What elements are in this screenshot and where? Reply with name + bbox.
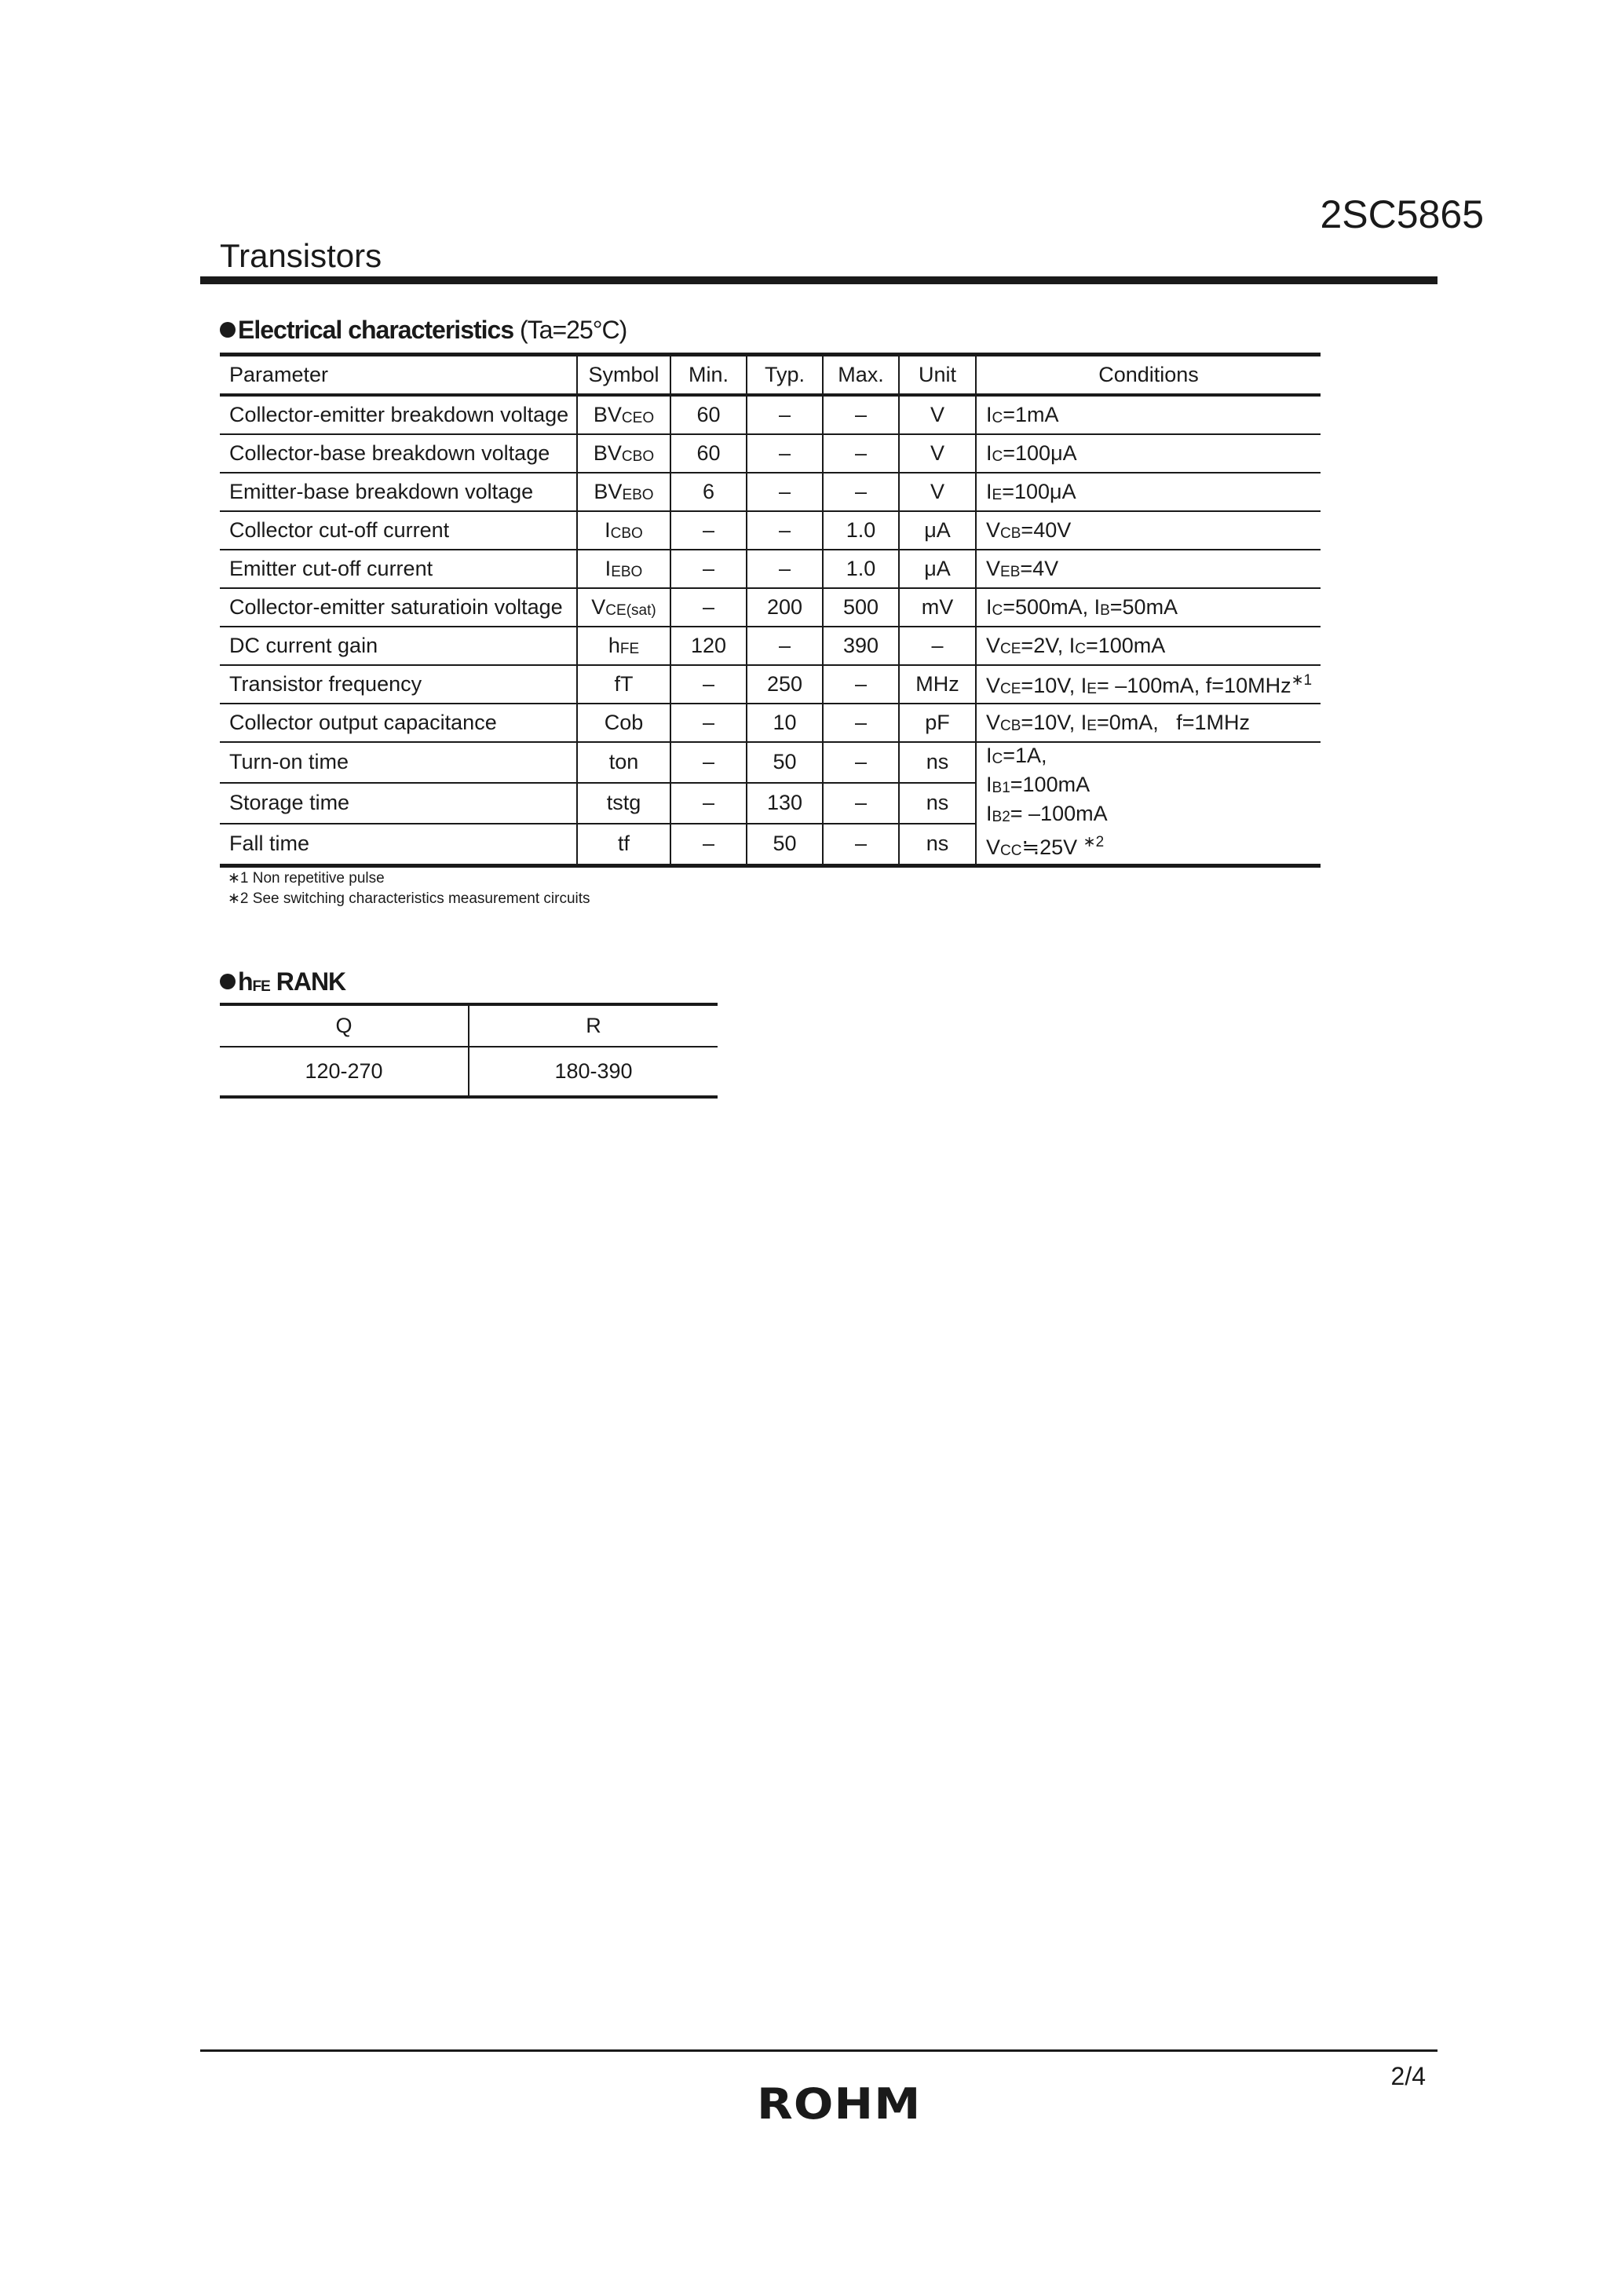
condition-segment: CB bbox=[1000, 718, 1021, 734]
max-cell: – bbox=[823, 434, 899, 473]
condition-segment: V bbox=[986, 518, 1001, 542]
condition-segment: ≒ bbox=[1021, 835, 1040, 859]
conditions-cell bbox=[976, 473, 1321, 511]
min-cell: – bbox=[670, 783, 747, 824]
hfe-rank-table bbox=[220, 1003, 718, 1099]
electrical-heading-condition: (Ta=25°C) bbox=[520, 316, 627, 344]
condition-segment: =500mA, I bbox=[1003, 595, 1101, 619]
symbol-main: V bbox=[591, 595, 606, 619]
symbol-subscript: EBO bbox=[611, 564, 643, 580]
rank-value-r: 180-390 bbox=[469, 1047, 718, 1097]
electrical-characteristics-table bbox=[220, 353, 1321, 868]
parameter-cell: Collector-base breakdown voltage bbox=[220, 434, 577, 473]
typ-cell: 50 bbox=[747, 742, 823, 783]
symbol-main: I bbox=[605, 518, 611, 542]
max-cell: – bbox=[823, 783, 899, 824]
min-cell: – bbox=[670, 665, 747, 704]
parameter-cell: Turn-on time bbox=[220, 742, 577, 783]
symbol-subscript: CBO bbox=[621, 448, 655, 465]
condition-segment: =10V, I bbox=[1021, 711, 1087, 734]
typ-cell: 130 bbox=[747, 783, 823, 824]
condition-segment: =100mA bbox=[1085, 634, 1166, 657]
parameter-cell: Collector-emitter breakdown voltage bbox=[220, 395, 577, 434]
typ-cell: – bbox=[747, 550, 823, 588]
condition-segment: V bbox=[986, 835, 1001, 859]
rank-heading-h: h bbox=[238, 967, 253, 996]
footnote-1: ∗1 Non repetitive pulse bbox=[228, 870, 385, 887]
table-row bbox=[220, 511, 1321, 550]
condition-segment: E bbox=[992, 487, 1003, 503]
condition-segment: I bbox=[986, 802, 992, 825]
bullet-icon bbox=[220, 322, 236, 338]
condition-segment: CE bbox=[1000, 680, 1021, 697]
bullet-icon bbox=[220, 974, 236, 989]
max-cell: 500 bbox=[823, 588, 899, 627]
conditions-cell bbox=[976, 511, 1321, 550]
column-header-max: Max. bbox=[823, 355, 899, 396]
unit-cell: V bbox=[899, 434, 976, 473]
parameter-cell: Collector-emitter saturatioin voltage bbox=[220, 588, 577, 627]
min-cell: 6 bbox=[670, 473, 747, 511]
condition-segment: CC bbox=[1000, 843, 1022, 859]
condition-segment: =100μA bbox=[1002, 480, 1076, 503]
symbol-cell bbox=[577, 742, 670, 783]
symbol-cell bbox=[577, 665, 670, 704]
max-cell: – bbox=[823, 395, 899, 434]
min-cell: 120 bbox=[670, 627, 747, 665]
page-number: 2/4 bbox=[1390, 2062, 1426, 2090]
condition-segment: =0mA, f=1MHz bbox=[1096, 711, 1251, 734]
switching-condition-line bbox=[986, 743, 1321, 772]
column-header-unit: Unit bbox=[899, 355, 976, 396]
condition-segment: I bbox=[986, 595, 992, 619]
symbol-cell bbox=[577, 627, 670, 665]
symbol-cell bbox=[577, 511, 670, 550]
conditions-cell bbox=[976, 665, 1321, 704]
rohm-logo: ROHM bbox=[757, 2079, 922, 2129]
table-row bbox=[220, 588, 1321, 627]
symbol-subscript: EBO bbox=[622, 487, 654, 503]
condition-segment: =100μA bbox=[1003, 441, 1077, 465]
table-row bbox=[220, 434, 1321, 473]
condition-segment: = –100mA, f=10MHz bbox=[1096, 673, 1291, 697]
condition-segment: I bbox=[986, 744, 992, 767]
column-header-parameter: Parameter bbox=[220, 355, 577, 396]
condition-segment: =1A, bbox=[1003, 744, 1047, 767]
condition-segment: C bbox=[992, 448, 1003, 465]
condition-segment: E bbox=[1087, 680, 1097, 697]
condition-segment: =2V, I bbox=[1021, 634, 1076, 657]
electrical-heading-label: Electrical characteristics bbox=[238, 316, 514, 344]
condition-segment: B2 bbox=[992, 809, 1010, 825]
table-row bbox=[220, 627, 1321, 665]
switching-conditions-cell bbox=[976, 742, 1321, 866]
unit-cell: – bbox=[899, 627, 976, 665]
part-number: 2SC5865 bbox=[1320, 192, 1484, 236]
condition-segment: V bbox=[986, 673, 1001, 697]
condition-segment: B bbox=[1100, 602, 1110, 619]
condition-segment: =50mA bbox=[1109, 595, 1178, 619]
symbol-main: fT bbox=[614, 672, 634, 696]
symbol-cell bbox=[577, 473, 670, 511]
symbol-cell bbox=[577, 588, 670, 627]
rank-header-q: Q bbox=[220, 1004, 469, 1047]
typ-cell: – bbox=[747, 434, 823, 473]
parameter-cell: Collector cut-off current bbox=[220, 511, 577, 550]
table-row bbox=[220, 665, 1321, 704]
condition-segment: C bbox=[1075, 641, 1086, 657]
symbol-cell bbox=[577, 434, 670, 473]
footnote-2: ∗2 See switching characteristics measurement circuits bbox=[228, 890, 590, 907]
rank-heading-rest: RANK bbox=[269, 967, 346, 996]
symbol-main: Cob bbox=[604, 711, 644, 734]
condition-segment: V bbox=[986, 634, 1001, 657]
unit-cell: μA bbox=[899, 550, 976, 588]
symbol-cell bbox=[577, 704, 670, 742]
max-cell: 390 bbox=[823, 627, 899, 665]
min-cell: 60 bbox=[670, 434, 747, 473]
condition-segment: I bbox=[986, 441, 992, 465]
min-cell: – bbox=[670, 588, 747, 627]
condition-segment: =1mA bbox=[1003, 403, 1059, 426]
column-header-conditions: Conditions bbox=[976, 355, 1321, 396]
symbol-subscript: CE(sat) bbox=[605, 602, 656, 619]
parameter-cell: Transistor frequency bbox=[220, 665, 577, 704]
unit-cell: μA bbox=[899, 511, 976, 550]
conditions-cell bbox=[976, 395, 1321, 434]
unit-cell: mV bbox=[899, 588, 976, 627]
condition-segment: =100mA bbox=[1010, 773, 1090, 796]
unit-cell: ns bbox=[899, 742, 976, 783]
max-cell: – bbox=[823, 473, 899, 511]
rank-value-q: 120-270 bbox=[305, 1059, 383, 1083]
condition-segment: C bbox=[992, 602, 1003, 619]
typ-cell: 200 bbox=[747, 588, 823, 627]
symbol-main: BV bbox=[594, 480, 623, 503]
unit-cell: pF bbox=[899, 704, 976, 742]
conditions-cell bbox=[976, 434, 1321, 473]
footnotes bbox=[228, 868, 590, 909]
rank-heading-sub: FE bbox=[252, 978, 270, 995]
switching-condition-line bbox=[986, 830, 1321, 864]
typ-cell: – bbox=[747, 511, 823, 550]
condition-segment: I bbox=[986, 480, 992, 503]
condition-segment: = –100mA bbox=[1010, 802, 1108, 825]
max-cell: – bbox=[823, 742, 899, 783]
table-row bbox=[220, 742, 1321, 783]
min-cell: – bbox=[670, 704, 747, 742]
unit-cell: ns bbox=[899, 824, 976, 866]
condition-segment: =40V bbox=[1021, 518, 1072, 542]
symbol-cell bbox=[577, 395, 670, 434]
condition-segment: C bbox=[992, 410, 1003, 426]
min-cell: – bbox=[670, 742, 747, 783]
condition-segment: CE bbox=[1000, 641, 1021, 657]
condition-segment: EB bbox=[1000, 564, 1021, 580]
condition-segment: ∗2 bbox=[1083, 834, 1105, 850]
unit-cell: ns bbox=[899, 783, 976, 824]
footer-rule bbox=[200, 2049, 1438, 2052]
condition-segment: =4V bbox=[1020, 557, 1059, 580]
unit-cell: MHz bbox=[899, 665, 976, 704]
condition-segment: E bbox=[1087, 718, 1097, 734]
condition-segment: 25V bbox=[1039, 835, 1083, 859]
typ-cell: – bbox=[747, 395, 823, 434]
max-cell: – bbox=[823, 704, 899, 742]
table-row bbox=[220, 473, 1321, 511]
symbol-main: tf bbox=[617, 832, 630, 856]
condition-segment: B1 bbox=[992, 780, 1010, 796]
rank-header-r: R bbox=[469, 1004, 718, 1047]
typ-cell: 10 bbox=[747, 704, 823, 742]
symbol-main: h bbox=[608, 634, 620, 657]
condition-segment: CB bbox=[1000, 525, 1021, 542]
symbol-cell bbox=[577, 783, 670, 824]
column-header-typ: Typ. bbox=[747, 355, 823, 396]
condition-segment: I bbox=[986, 773, 992, 796]
parameter-cell: Emitter cut-off current bbox=[220, 550, 577, 588]
category-title: Transistors bbox=[220, 237, 382, 274]
parameter-cell: Collector output capacitance bbox=[220, 704, 577, 742]
unit-cell: V bbox=[899, 395, 976, 434]
min-cell: – bbox=[670, 824, 747, 866]
max-cell: – bbox=[823, 824, 899, 866]
parameter-cell: Fall time bbox=[229, 832, 310, 856]
table-row bbox=[220, 704, 1321, 742]
condition-segment: =10V, I bbox=[1021, 673, 1087, 697]
switching-condition-line bbox=[986, 801, 1321, 830]
header-rule bbox=[200, 276, 1438, 284]
symbol-subscript: FE bbox=[619, 641, 640, 657]
condition-segment: I bbox=[986, 403, 992, 426]
table-row bbox=[220, 550, 1321, 588]
min-cell: – bbox=[670, 511, 747, 550]
table-row bbox=[220, 395, 1321, 434]
conditions-cell bbox=[976, 550, 1321, 588]
symbol-main: ton bbox=[608, 750, 639, 774]
column-header-symbol: Symbol bbox=[577, 355, 670, 396]
min-cell: 60 bbox=[670, 395, 747, 434]
conditions-cell bbox=[976, 704, 1321, 742]
max-cell: 1.0 bbox=[823, 511, 899, 550]
max-cell: 1.0 bbox=[823, 550, 899, 588]
parameter-cell: DC current gain bbox=[220, 627, 577, 665]
max-cell: – bbox=[823, 665, 899, 704]
column-header-min: Min. bbox=[670, 355, 747, 396]
condition-segment: C bbox=[992, 751, 1003, 767]
conditions-cell bbox=[976, 627, 1321, 665]
symbol-cell bbox=[577, 824, 670, 866]
typ-cell: 250 bbox=[747, 665, 823, 704]
symbol-main: tstg bbox=[606, 791, 641, 815]
symbol-subscript: CEO bbox=[621, 410, 655, 426]
symbol-cell bbox=[577, 550, 670, 588]
min-cell: – bbox=[670, 550, 747, 588]
condition-segment: V bbox=[986, 557, 1001, 580]
symbol-main: BV bbox=[593, 403, 622, 426]
hfe-rank-heading bbox=[220, 967, 345, 996]
condition-segment: ∗1 bbox=[1291, 671, 1313, 689]
switching-condition-line bbox=[986, 772, 1321, 801]
typ-cell: – bbox=[747, 473, 823, 511]
conditions-cell bbox=[976, 588, 1321, 627]
condition-segment: V bbox=[986, 711, 1001, 734]
parameter-cell: Emitter-base breakdown voltage bbox=[220, 473, 577, 511]
symbol-main: BV bbox=[593, 441, 622, 465]
unit-cell: V bbox=[899, 473, 976, 511]
typ-cell: – bbox=[747, 627, 823, 665]
parameter-cell: Storage time bbox=[220, 783, 577, 824]
symbol-subscript: CBO bbox=[610, 525, 643, 542]
electrical-characteristics-heading bbox=[220, 316, 627, 345]
symbol-main: I bbox=[605, 557, 612, 580]
typ-cell: 50 bbox=[747, 824, 823, 866]
